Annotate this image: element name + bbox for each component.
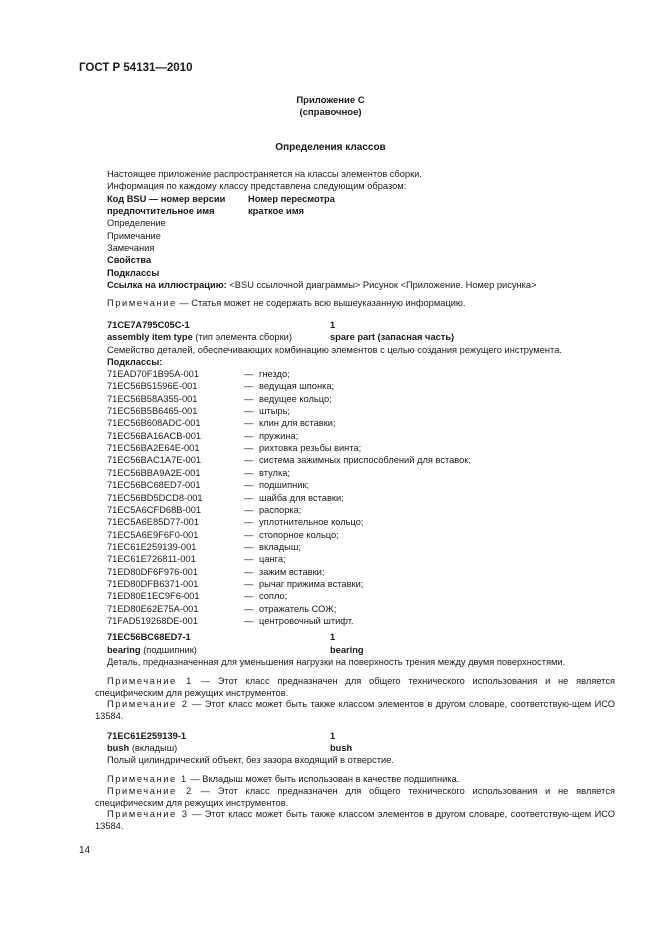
class3-short-name: bush xyxy=(330,743,353,753)
class1-name xyxy=(107,332,292,342)
subclass-code: 71EC56BC68ED7-001 xyxy=(107,480,201,491)
class3-name-en: bush xyxy=(107,743,130,753)
subclass-code: 71EC56B58A355-001 xyxy=(107,393,198,404)
class2-note-2 xyxy=(95,699,615,722)
subclass-name: рычаг прижима вставки; xyxy=(259,578,364,589)
note-text: — Статья может не содержать всю вышеуказанную информацию. xyxy=(179,298,466,308)
subclass-name: отражатель СОЖ; xyxy=(259,603,337,614)
subclass-dash: — xyxy=(244,554,254,565)
note-prefix: Примечание xyxy=(107,298,177,308)
note-prefix: Примечание 3 xyxy=(107,809,189,819)
subclass-name: стопорное кольцо; xyxy=(259,529,339,540)
class2-short-name: bearing xyxy=(330,645,364,655)
subclass-name: пружина; xyxy=(259,430,299,441)
note-prefix: Примечание 2 xyxy=(107,699,189,709)
subclass-code: 71EC56BA2E64E-001 xyxy=(107,443,200,454)
class3-name xyxy=(107,743,177,753)
subclass-code: 71EC56BD5DCD8-001 xyxy=(107,492,203,503)
subclass-dash: — xyxy=(244,455,254,466)
subclass-code: 71EC56BA16ACB-001 xyxy=(107,430,202,441)
note-text: — Этот класс предназначен для общего технического использования и не является специфическим для режущих инструментов. xyxy=(95,676,616,698)
subclass-dash: — xyxy=(244,393,254,404)
subclass-name: зажим вставки; xyxy=(259,566,325,577)
class1-version: 1 xyxy=(330,320,336,330)
subclass-dash: — xyxy=(244,616,254,626)
subclass-dash: — xyxy=(244,578,254,589)
reference-line xyxy=(107,280,537,290)
subclass-code: 71EC56B5B6465-001 xyxy=(107,406,198,417)
subclass-dash: — xyxy=(244,541,254,552)
remarks-label: Замечания xyxy=(107,243,155,253)
class1-code: 71CE7A795C05C-1 xyxy=(107,320,190,330)
document-header: ГОСТ Р 54131—2010 xyxy=(79,62,193,74)
subclass-code: 71ED80DF6F976-001 xyxy=(107,566,198,577)
short-name-label: краткое имя xyxy=(248,206,305,216)
subclass-dash: — xyxy=(244,381,254,392)
properties-label: Свойства xyxy=(107,255,152,265)
subclass-name: ведущая шпонка; xyxy=(259,381,335,392)
class3-definition: Полый цилиндрический объект, без зазора входящий в отверстие. xyxy=(107,755,394,765)
class2-definition: Деталь, предназначенная для уменьшения нагрузки на поверхность трения между двумя поверхностями. xyxy=(107,657,566,667)
subclass-name: рихтовка резьбы винта; xyxy=(259,443,362,454)
subclass-dash: — xyxy=(244,430,254,441)
subclass-dash: — xyxy=(244,504,254,515)
subclass-name: клин для вставки; xyxy=(259,418,336,429)
class2-note-1 xyxy=(95,676,615,699)
subclass-code: 71EC5A6CFD68B-001 xyxy=(107,504,202,515)
subclass-code: 71EC56B51596E-001 xyxy=(107,381,198,392)
appendix-title: Приложение С xyxy=(296,95,365,106)
subclass-dash: — xyxy=(244,418,254,429)
class3-code: 71EC61E259139-1 xyxy=(107,731,187,741)
class1-subclasses-label: Подклассы: xyxy=(107,357,163,367)
note-text: — Вкладыш может быть использован в качестве подшипника. xyxy=(190,774,460,784)
section-title: Определения классов xyxy=(275,142,386,153)
intro-line-1: Настоящее приложение распространяется на классы элементов сборки. xyxy=(107,169,422,179)
subclass-code: 71EC61E726811-001 xyxy=(107,554,196,565)
subclass-name: ведущее кольцо; xyxy=(259,393,332,404)
subclass-name: система зажимных приспособлений для вставок; xyxy=(259,455,471,466)
class3-version: 1 xyxy=(330,731,336,741)
class3-note-2 xyxy=(95,786,615,809)
subclass-name: подшипник; xyxy=(259,480,310,491)
subclass-name: штырь; xyxy=(259,406,290,417)
code-label: Код BSU — номер версии xyxy=(107,194,226,204)
class2-name xyxy=(107,645,197,655)
page-number: 14 xyxy=(79,845,91,856)
note-prefix: Примечание 2 xyxy=(107,786,193,796)
subclass-dash: — xyxy=(244,529,254,540)
class2-code: 71EC56BC68ED7-1 xyxy=(107,632,191,642)
note-text: — Этот класс может быть также классом элементов в другом словаре, соответствую-щем ИСО 13584. xyxy=(95,699,615,721)
class1-short-name: spare part (запасная часть) xyxy=(330,332,455,342)
class2-name-ru: (подшипник) xyxy=(143,645,197,655)
subclass-name: центровочный штифт. xyxy=(259,616,354,626)
subclass-dash: — xyxy=(244,603,254,614)
subclass-dash: — xyxy=(244,406,254,417)
reference-label: Ссылка на иллюстрацию: xyxy=(107,280,227,290)
subclass-code: 71EC5A6E9F6F0-001 xyxy=(107,529,199,540)
subclass-name: цанга; xyxy=(259,554,286,565)
subclass-dash: — xyxy=(244,492,254,503)
class2-name-en: bearing xyxy=(107,645,141,655)
preferred-name-label: предпочтительное имя xyxy=(107,206,215,216)
revision-label: Номер пересмотра xyxy=(248,194,335,204)
subclass-dash: — xyxy=(244,467,254,478)
subclass-code: 71ED80E62E75A-001 xyxy=(107,603,199,614)
subclass-dash: — xyxy=(244,591,254,602)
note-label: Примечание xyxy=(107,231,161,241)
class3-note-1 xyxy=(95,774,615,786)
subclass-name: шайба для вставки; xyxy=(259,492,344,503)
class1-name-en: assembly item type xyxy=(107,332,193,342)
class2-version: 1 xyxy=(330,632,336,642)
class3-name-ru: (вкладыш) xyxy=(131,743,178,753)
note-prefix: Примечание 1 xyxy=(107,774,188,784)
reference-text: <BSU ссылочной диаграммы> Рисунок <Приложение. Номер рисунка> xyxy=(229,280,537,290)
subclass-code: 71EAD70F1B95A-001 xyxy=(107,369,199,379)
subclass-dash: — xyxy=(244,443,254,454)
note-text: — Этот класс предназначен для общего технического использования и не является специфическим для режущих инструментов. xyxy=(95,786,616,808)
subclass-dash: — xyxy=(244,369,254,379)
subclass-code: 71FAD519268DE-001 xyxy=(107,616,198,626)
subclass-name: сопло; xyxy=(259,591,288,602)
subclass-name: уплотнительное кольцо; xyxy=(259,517,364,528)
subclass-dash: — xyxy=(244,517,254,528)
class1-definition: Семейство деталей, обеспечивающих комбинацию элементов с целью создания режущего инструмента. xyxy=(107,345,562,355)
subclass-code: 71EC56BAC1A7E-001 xyxy=(107,455,202,466)
appendix-subtitle: (справочное) xyxy=(299,107,362,118)
subclass-code: 71EC56B608ADC-001 xyxy=(107,418,201,429)
subclass-code: 71EC5A6E85D77-001 xyxy=(107,517,200,528)
intro-note xyxy=(107,298,466,308)
note-prefix: Примечание 1 xyxy=(107,676,193,686)
subclass-code: 71EC56BBA9A2E-001 xyxy=(107,467,201,478)
subclasses-label: Подклассы xyxy=(107,268,160,278)
intro-line-2: Информация по каждому классу представлена следующим образом: xyxy=(107,181,407,191)
definition-label: Определение xyxy=(107,218,166,228)
subclass-code: 71ED80DFB6371-001 xyxy=(107,578,199,589)
subclass-dash: — xyxy=(244,566,254,577)
subclass-name: втулка; xyxy=(259,467,290,478)
subclass-code: 71ED80E1EC9F6-001 xyxy=(107,591,200,602)
subclass-name: распорка; xyxy=(259,504,302,515)
note-text: — Этот класс может быть также классом элементов в другом словаре, соответствую-щем ИСО 13584. xyxy=(95,809,615,831)
class1-name-ru: (тип элемента сборки) xyxy=(195,332,292,342)
subclass-dash: — xyxy=(244,480,254,491)
subclass-name: вкладыш; xyxy=(259,541,301,552)
subclass-name: гнездо; xyxy=(259,369,290,379)
subclass-code: 71EC61E259139-001 xyxy=(107,541,197,552)
class3-note-3 xyxy=(95,809,615,832)
